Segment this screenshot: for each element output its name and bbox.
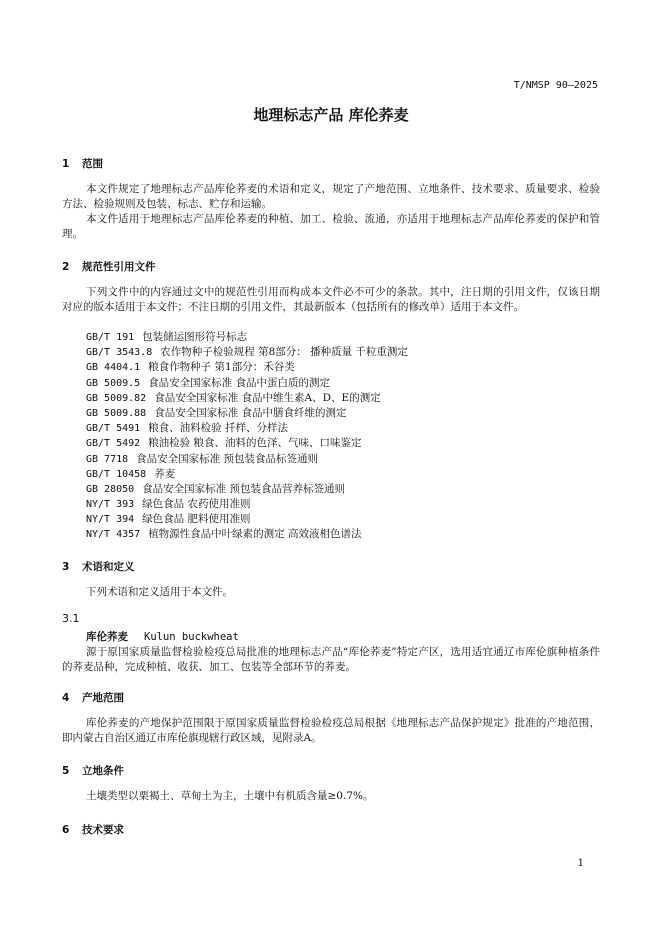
section-number: 6: [62, 824, 70, 836]
section-2-intro: 下列文件中的内容通过文中的规范性引用而构成本文件必不可少的条款。其中，注日期的引用文件，仅该日期对应的版本适用于本文件；不注日期的引用文件，其最新版本（包括所有的修改单）适用于本文件。: [62, 286, 600, 313]
reference-list: [86, 330, 408, 543]
term-definition: 源于原国家质量监督检验检疫总局批准的地理标志产品“库伦荞麦”特定产区，选用适宜通辽市库伦旗种植条件的荞麦品种，完成种植、收获、加工、包装等全部环节的荞麦。: [62, 646, 600, 673]
section-number: 1: [62, 158, 70, 170]
section-1-paragraph-2: 本文件适用于地理标志产品库伦荞麦的种植、加工、检验、流通，亦适用于地理标志产品库伦荞麦的保护和管理。: [62, 213, 600, 240]
ref-name: 食品安全国家标准 食品中维生素A、D、E的测定: [154, 391, 381, 404]
list-item: [86, 360, 408, 375]
section-4-paragraph: 库伦荞麦的产地保护范围限于原国家质量监督检验检疫总局根据《地理标志产品保护规定》批准的产地范围，即内蒙古自治区通辽市库伦旗现辖行政区域，见附录A。: [62, 717, 600, 744]
ref-name: 食品安全国家标准 预包装食品营养标签通则: [142, 482, 346, 495]
section-2-heading: [62, 259, 156, 274]
list-item: [86, 482, 408, 497]
section-number: 2: [62, 261, 70, 273]
term-chinese: 库伦荞麦: [86, 631, 128, 643]
list-item: [86, 345, 408, 360]
subsection-number: 3.1: [62, 612, 80, 625]
page-number: 1: [577, 858, 584, 869]
ref-name: 绿色食品 肥料使用准则: [142, 513, 251, 526]
ref-name: 食品安全国家标准 预包装食品标签通则: [136, 452, 318, 465]
term-entry: [86, 629, 239, 644]
ref-code: NY/T 4357: [86, 529, 141, 541]
document-title: 地理标志产品 库伦荞麦: [253, 106, 409, 124]
section-4-heading: [62, 690, 124, 705]
list-item: [86, 406, 408, 421]
ref-name: 植物源性食品中叶绿素的测定 高效液相色谱法: [148, 528, 362, 541]
ref-code: NY/T 394: [86, 514, 135, 526]
ref-name: 食品安全国家标准 食品中膳食纤维的测定: [154, 406, 347, 419]
ref-code: GB 4404.1: [86, 362, 141, 374]
ref-code: GB/T 191: [86, 332, 135, 343]
term-english: Kulun buckwheat: [144, 631, 239, 643]
list-item: [86, 467, 408, 482]
ref-code: GB/T 5491: [86, 423, 141, 435]
list-item: [86, 436, 408, 451]
ref-name: 包装储运图形符号标志: [142, 331, 248, 343]
section-3-heading: [62, 559, 135, 574]
section-1-heading: [62, 156, 103, 171]
ref-name: 农作物种子检验规程 第8部分： 播种质量 千粒重测定: [160, 346, 408, 359]
list-item: [86, 391, 408, 406]
section-3-intro: 下列术语和定义适用于本文件。: [86, 586, 233, 598]
ref-name: 粮食作物种子 第1部分：禾谷类: [148, 361, 295, 374]
section-number: 3: [62, 561, 70, 573]
section-6-heading: [62, 822, 124, 837]
ref-name: 粮食、油料检验 扦样、分样法: [148, 422, 289, 435]
ref-code: GB 5009.82: [86, 392, 147, 404]
section-5-paragraph: 土壤类型以栗褐土、草甸土为主，土壤中有机质含量≥0.7%。: [86, 790, 374, 802]
list-item: [86, 497, 408, 512]
list-item: [86, 330, 408, 345]
ref-code: GB 28050: [86, 483, 135, 495]
ref-code: GB/T 10458: [86, 468, 147, 480]
ref-name: 粮油检验 粮食、油料的色泽、气味、口味鉴定: [148, 437, 362, 450]
ref-name: 食品安全国家标准 食品中蛋白质的测定: [148, 376, 331, 389]
list-item: [86, 512, 408, 527]
section-title: 规范性引用文件: [82, 261, 156, 273]
ref-code: GB 5009.5: [86, 377, 141, 389]
section-title: 范围: [82, 158, 103, 170]
section-5-heading: [62, 763, 124, 778]
ref-code: GB 5009.88: [86, 407, 147, 419]
list-item: [86, 421, 408, 436]
section-title: 技术要求: [82, 824, 124, 836]
ref-code: GB 7718: [86, 453, 129, 465]
section-number: 4: [62, 692, 70, 704]
section-title: 产地范围: [82, 692, 124, 704]
ref-code: GB/T 5492: [86, 438, 141, 450]
ref-name: 绿色食品 农药使用准则: [142, 498, 251, 511]
section-1-paragraph-1: 本文件规定了地理标志产品库伦荞麦的术语和定义，规定了产地范围、立地条件、技术要求、质量要求、检验方法、检验规则及包装、标志、贮存和运输。: [62, 183, 600, 210]
section-title: 术语和定义: [82, 561, 135, 573]
ref-code: GB/T 3543.8: [86, 347, 153, 359]
list-item: [86, 376, 408, 391]
ref-code: NY/T 393: [86, 499, 135, 511]
ref-name: 荞麦: [154, 467, 176, 480]
section-number: 5: [62, 765, 70, 777]
list-item: [86, 452, 408, 467]
list-item: [86, 527, 408, 542]
section-title: 立地条件: [82, 765, 124, 777]
document-code: T/NMSP 90—2025: [513, 80, 598, 91]
